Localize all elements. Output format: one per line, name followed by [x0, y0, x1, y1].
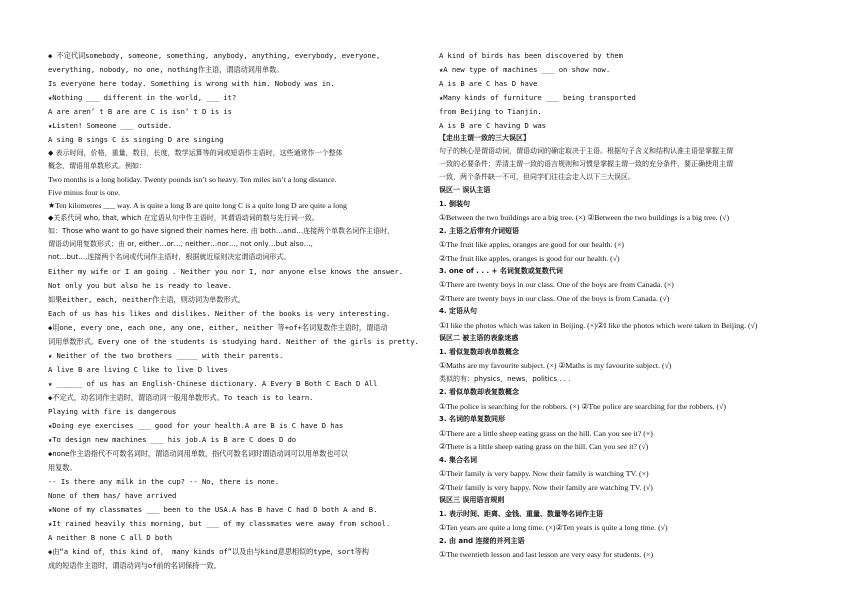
text-line: ①The police is searching for the robbers. (×) ②The police are searching for the robbers. (√)	[439, 402, 726, 411]
text-line: None of them has/ have arrived	[48, 491, 177, 500]
text-line: 2. 主语之后带有介词短语	[439, 227, 519, 235]
text-line: ①There are twenty boys in our class. One of the boys are from Canada. (×)	[439, 280, 674, 289]
text-line: ◆不定式，动名词作主语时，谓语动词一般用单数形式。To teach is to learn.	[48, 393, 314, 402]
text-line: 1. 看似复数却表单数概念	[439, 348, 519, 356]
text-line: Is everyone here today. Something is wrong with him. Nobody was in.	[48, 79, 335, 88]
text-line: A is B are C has D have	[439, 79, 538, 88]
text-line: Each of us has his likes and dislikes. Neither of the books is very interesting.	[48, 309, 391, 318]
text-line: ★Listen! Someone ___ outside.	[48, 121, 173, 130]
text-line: 误区一 误认主语	[439, 186, 491, 194]
text-line: Two months is a long holiday. Twenty pounds isn’t so heavy. Ten miles isn’t a long distance.	[48, 175, 337, 184]
text-line: A is B are C having D was	[439, 121, 546, 130]
text-line: ★Ten kilometres ___ way. A is quite a long B are quite long C is a quite long D are quite a long	[48, 201, 347, 210]
text-line: -- Is there any milk in the cup? -- No, there is none.	[48, 477, 279, 486]
text-line: Either my wife or I am going . Neither you nor I, nor anyone else knows the answer.	[48, 267, 404, 276]
text-line: 如：Those who want to go have signed their names here. 由 both…and…连接两个单数名词作主语时，	[48, 227, 395, 235]
text-line: ①Ten years are quite a long time. (×)②Ten years is quite a long time. (√)	[439, 523, 668, 532]
text-line: 3. 名词的单复数同形	[439, 415, 505, 423]
text-line: ★Doing eye exercises ___ good for your health.A are B is C have D has	[48, 421, 344, 430]
text-line: 误区二 被主语的表象迷惑	[439, 334, 519, 342]
text-line: 用复数。	[48, 463, 77, 472]
text-line: ★A new type of machines ___ on show now.	[439, 65, 611, 74]
text-line: 谓语动词用复数形式；由 or, either…or…, neither…nor…, not only…but also…,	[48, 240, 313, 248]
text-line: ★None of my classmates ___ been to the USA.A has B have C had D both A and B.	[48, 505, 378, 514]
text-line: 3. one of . . . + 名词复数或复数代词	[439, 267, 563, 275]
text-line: ①The twentieth lesson and last lesson are very easy for students. (×)	[439, 550, 654, 559]
text-line: ★Many kinds of furniture ___ being transported	[439, 93, 636, 102]
text-line: 句子的核心是谓语动词，谓语动词的确定取决于主语。根据句子含义和结构认准主语是掌握主谓	[439, 147, 733, 155]
text-line: ◆用one, every one, each one, any one, either, neither 等+of+名词复数作主语时，谓语动	[48, 323, 388, 332]
text-line: 2. 看似单数却表复数概念	[439, 388, 519, 396]
text-line: 误区三 误用语言规则	[439, 496, 505, 504]
text-line: 4. 定语从句	[439, 307, 477, 315]
text-line: 【走出主谓一致的三大误区】	[439, 134, 530, 142]
text-line: not…but…,连接两个名词或代词作主语时，根据就近原则决定谓语动词形式。	[48, 253, 291, 261]
text-line: ★To design new machines ___ his job.A is B are C does D do	[48, 435, 297, 444]
text-line: ◆关系代词 who, that, which 在定语从句中作主语时，其谓语动词的数与先行词一致。	[48, 214, 319, 222]
text-line: 概念，谓语用单数形式。例如：	[48, 162, 146, 170]
text-line: ②The fruit like apples, oranges is good for our health. (√)	[439, 254, 620, 263]
text-line: 如果either, each, neither作主语，则动词为单数形式。	[48, 295, 245, 304]
text-line: from Beijing to Tianjin.	[439, 107, 542, 116]
text-line: A are aren’ t B are are C is isn’ t D is is	[48, 107, 232, 116]
text-line: ◆ 表示时间，价格，重量，数目，长度，数学运算等的词或短语作主语时，这些通常作一个整体	[48, 149, 343, 157]
text-line: ①Between the two buildings are a big tree. (×) ②Between the two buildings is a big tree. (√)	[439, 213, 730, 222]
text-line: Five minus four is one.	[48, 188, 121, 197]
text-line: A sing B sings C is singing D are singing	[48, 135, 224, 144]
text-line: Playing with fire is dangerous	[48, 407, 177, 416]
text-line: A kind of birds has been discovered by them	[439, 51, 623, 60]
text-line: 一致的必要条件；弄清主谓一致的语言规则和习惯是掌握主谓一致的充分条件，要正确使用主谓	[439, 160, 733, 168]
text-line: everything, nobody, no one, nothing作主语，谓语动词用单数。	[48, 65, 284, 74]
text-line: ★ ______ of us has an English-Chinese dictionary. A Every B Both C Each D All	[48, 379, 378, 388]
text-line: 成的短语作主语时，谓语动词与of前的名词保持一致。	[48, 561, 221, 570]
text-line: ★ Neither of the two brothers _____ with their parents.	[48, 351, 284, 360]
text-line: ①There are a little sheep eating grass on the hill. Can you see it? (×)	[439, 429, 653, 438]
text-line: 词用单数形式。Every one of the students is studying hard. Neither of the girls is pretty.	[48, 337, 419, 346]
text-line: Not only you but also he is ready to leave.	[48, 281, 232, 290]
text-line: A neither B none C all D both	[48, 533, 173, 542]
text-line: ◆none作主语指代不可数名词时，谓语动词用单数，指代可数名词时谓语动词可以用单数也可以	[48, 449, 348, 458]
text-line: ★Nothing ___ different in the world, ___ it?	[48, 93, 237, 102]
text-line: ②There are twenty boys in our class. One of the boys is from Canada. (√)	[439, 294, 670, 303]
text-line: ②There is a little sheep eating grass on the hill. Can you see it? (√)	[439, 442, 649, 451]
text-line: ②Their family is very happy. Now their family are watching TV. (√)	[439, 483, 653, 492]
text-line: ◆由“a kind of，this kind of， many kinds of”以及由与kind意思相似的type，sort等构	[48, 547, 369, 556]
text-line: ①I like the photos which was taken in Beijing. (×)②I like the photos which were taken in Beijing. (√)	[439, 321, 758, 330]
text-line: ◆ 不定代词somebody, someone, something, anybody, anything, everybody, everyone,	[48, 51, 381, 60]
text-line: A live B are living C like to live D lives	[48, 365, 228, 374]
text-line: ①Maths are my favourite subject. (×) ②Maths is my favourite subject. (√)	[439, 361, 672, 370]
text-line: 2. 由 and 连接的并列主语	[439, 537, 525, 545]
text-line: 4. 集合名词	[439, 456, 477, 464]
text-line: 1. 表示时间、距离、金钱、重量、数量等名词作主语	[439, 510, 603, 518]
text-line: 类似的有：physics，news，politics . . .	[439, 375, 571, 383]
text-line: ①The fruit like apples, oranges are good for our health. (×)	[439, 240, 625, 249]
text-line: 一致，两个条件缺一不可，但同学们往往会走入以下三大误区。	[439, 173, 635, 181]
text-line: ★It rained heavily this morning, but ___ of my classmates were away from school.	[48, 519, 391, 528]
text-line: ①Their family is very happy. Now their family is watching TV. (×)	[439, 469, 649, 478]
text-line: 1. 倒装句	[439, 200, 470, 208]
